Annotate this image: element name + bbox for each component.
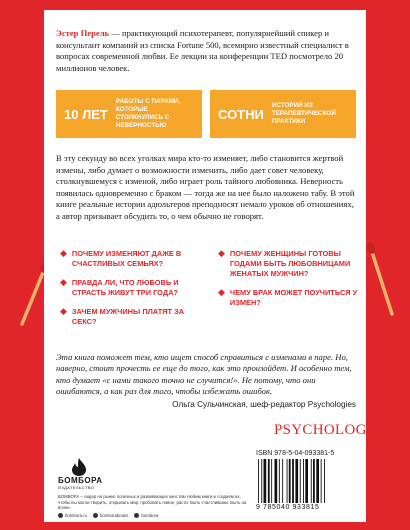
question-text: ПОЧЕМУ ИЗМЕНЯЮТ ДАЖЕ В СЧАСТЛИВЫХ СЕМЬЯХ? [71, 249, 182, 268]
contact-text: bomborabooks [99, 513, 129, 518]
barcode-icon [256, 459, 356, 503]
question-item [60, 307, 202, 327]
questions-left [60, 249, 202, 336]
question-item [60, 278, 202, 298]
isbn-text: ISBN 978-5-04-093381-5 [256, 450, 335, 457]
barcode-block [256, 450, 356, 511]
social-icon [134, 513, 139, 518]
stat-stories [210, 90, 356, 138]
editor-quote: Эта книга поможет тем, кто ищет способ справиться с изменами в паре. Но, наверно, стоит прочесть ее еще до того, как это произойдет. И особенно тем, кто думает «с нами такого точно не случится!». Не потому, что они ошибаются, а как раз для того, чтобы избежать ошибок. [56, 352, 352, 397]
diamond-bullet-icon: ◆ [60, 307, 67, 317]
contact-item[interactable] [134, 513, 158, 518]
description-paragraph: В эту секунду во всех уголках мира кто-то изменяет, либо становится жертвой измены, либо думает о возможности изменить, либо дает совет человеку, столкнувшемуся с изменой, либо играет роль тайного любовника. Неверность появилась одновременно с браком — тогда же на нее было наложено табу. В этой книге реальные истории адюльтеров преподносят немало уроков об отношениях, а автор призывает обсудить то, о чем обычно не говорят. [56, 153, 355, 221]
question-text: ЧЕМУ БРАК МОЖЕТ ПОУЧИТЬСЯ У ИЗМЕН? [229, 288, 358, 307]
question-text: ЗАЧЕМ МУЖЧИНЫ ПЛАТЯТ ЗА СЕКС? [71, 307, 185, 326]
globe-icon [58, 513, 63, 518]
publisher-description: БОМБОРА – лидер на рынке полезных и развивающих книг. Мы любим книги и создаем их, чтобы вы могли творить, открывать мир, пробовать новое, расти. Быть счастливыми. Быть на волне. [58, 494, 247, 511]
author-intro [56, 28, 356, 74]
author-name: Эстер Перель [56, 28, 110, 38]
bombora-flame-icon [68, 458, 90, 476]
social-icon [93, 513, 98, 518]
stat-number: СОТНИ [218, 106, 264, 122]
contact-item[interactable] [93, 513, 128, 518]
contact-text: bombora.ru [65, 513, 87, 518]
barcode-number: 9 785040 933815 [256, 504, 320, 511]
publisher-name: БОМБОРА [58, 476, 103, 485]
stat-label: ИСТОРИЙ ИЗ ТЕРАПЕВТИЧЕСКОЙ ПРАКТИКИ [271, 102, 336, 125]
questions-right [218, 249, 360, 336]
question-text: ПОЧЕМУ ЖЕНЩИНЫ ГОТОВЫ ГОДАМИ БЫТЬ ЛЮБОВНИЦАМИ ЖЕНАТЫХ МУЖЧИН? [229, 249, 351, 278]
contact-item[interactable] [58, 513, 87, 518]
author-intro-text: — практикующий психотерапевт, популярнейший спикер и консультант компаний из списка Fortune 500, всемирно известный специалист в вопросах современной любви. Ее лекции на конференции TED посмотрело 20 миллионов человек. [56, 28, 349, 73]
diamond-bullet-icon: ◆ [60, 278, 67, 288]
questions-block [60, 249, 360, 336]
question-item [218, 249, 360, 279]
stat-years [56, 90, 202, 138]
contact-text: bombora [141, 513, 159, 518]
diamond-bullet-icon: ◆ [60, 249, 67, 259]
question-text: ПРАВДА ЛИ, ЧТО ЛЮБОВЬ И СТРАСТЬ ЖИВУТ ТРИ ГОДА? [71, 278, 179, 297]
stat-number: 10 ЛЕТ [64, 106, 108, 122]
question-item [60, 249, 202, 269]
diamond-bullet-icon: ◆ [218, 288, 225, 298]
quote-signature: Ольга Сульчинская, шеф-редактор Psychologies [172, 400, 356, 409]
publisher-logo [58, 458, 118, 490]
matchstick-right-icon [362, 238, 402, 318]
psychologies-logo: PSYCHOLOGIES [274, 422, 391, 438]
stats-row [56, 90, 356, 138]
publisher-subtitle: ИЗДАТЕЛЬСТВО [58, 485, 95, 490]
content-card [44, 10, 391, 522]
diamond-bullet-icon: ◆ [218, 249, 225, 259]
stat-label: РАБОТЫ С ПАРАМИ, КОТОРЫЕ СТОЛКНУЛИСЬ С НЕВЕРНОСТЬЮ [115, 98, 181, 129]
question-item [218, 288, 360, 308]
publisher-contacts [58, 513, 158, 518]
